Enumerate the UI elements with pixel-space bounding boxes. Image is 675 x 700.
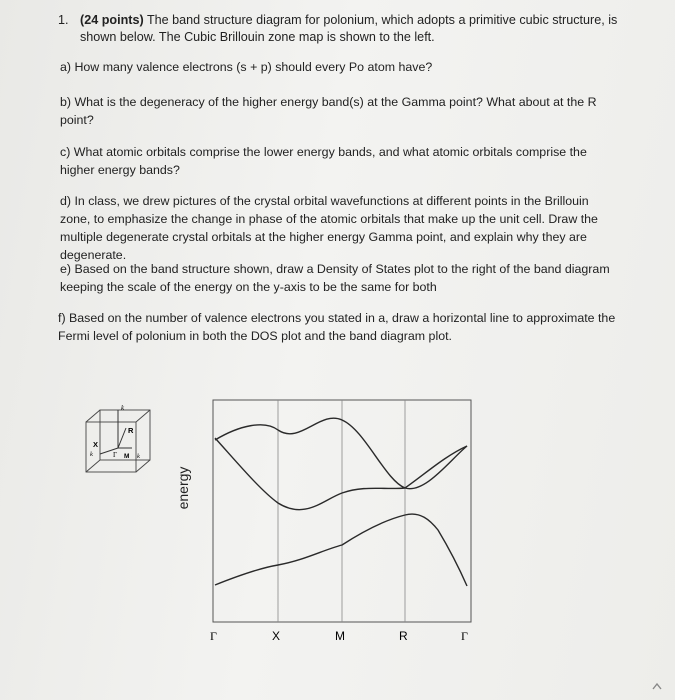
bz-label-X: X (93, 440, 99, 449)
question-number: 1. (58, 13, 69, 27)
bz-label-kx: k (90, 451, 93, 458)
chevron-up-icon[interactable] (650, 680, 664, 694)
x-tick-M: M (335, 629, 345, 643)
question-intro-line1: The band structure diagram for polonium, which adopts a primitive cubic structure, is (143, 13, 618, 27)
bz-label-ky: k (137, 453, 140, 460)
lower-band (215, 514, 467, 586)
bz-label-gamma: Γ (113, 451, 118, 459)
upper-band-2 (215, 438, 467, 510)
question-header (58, 12, 618, 46)
bz-label-M: M (124, 453, 130, 460)
bz-label-R: R (128, 426, 134, 435)
question-points: (24 points) (80, 13, 144, 27)
x-tick-R: R (399, 629, 408, 643)
upper-band-1 (215, 418, 467, 489)
part-b-text: b) What is the degeneracy of the higher energy band(s) at the Gamma point? What about at the R point? (60, 95, 597, 127)
x-tick-gamma-end: Γ (461, 629, 468, 643)
bz-label-kz: k (121, 404, 125, 412)
part-d-text: d) In class, we drew pictures of the crystal orbital wavefunctions at different points in the Brillouin zone, to emphasize the change in phase of the atomic orbitals that make up the unit cell. Draw the multiple degenerate crystal orbitals at the higher energy Gamma point, and explain why they are degenerate. (60, 194, 598, 262)
brillouin-zone-diagram (80, 400, 160, 490)
part-e-text: e) Based on the band structure shown, draw a Density of States plot to the right of the band diagram keeping the scale of the energy on the y-axis to be the same for both (60, 262, 610, 294)
part-c-text: c) What atomic orbitals comprise the lower energy bands, and what atomic orbitals comprise the higher energy bands? (60, 145, 587, 177)
part-f-text: f) Based on the number of valence electrons you stated in a, draw a horizontal line to approximate the Fermi level of polonium in both the DOS plot and the band diagram plot. (58, 311, 616, 343)
question-intro-line2: shown below. The Cubic Brillouin zone map is shown to the left. (80, 30, 435, 44)
x-tick-gamma-start: Γ (210, 629, 217, 643)
part-a-text: a) How many valence electrons (s + p) should every Po atom have? (60, 60, 433, 74)
band-structure-diagram (205, 390, 485, 650)
energy-axis-label: energy (175, 466, 191, 510)
x-tick-X: X (272, 629, 281, 643)
